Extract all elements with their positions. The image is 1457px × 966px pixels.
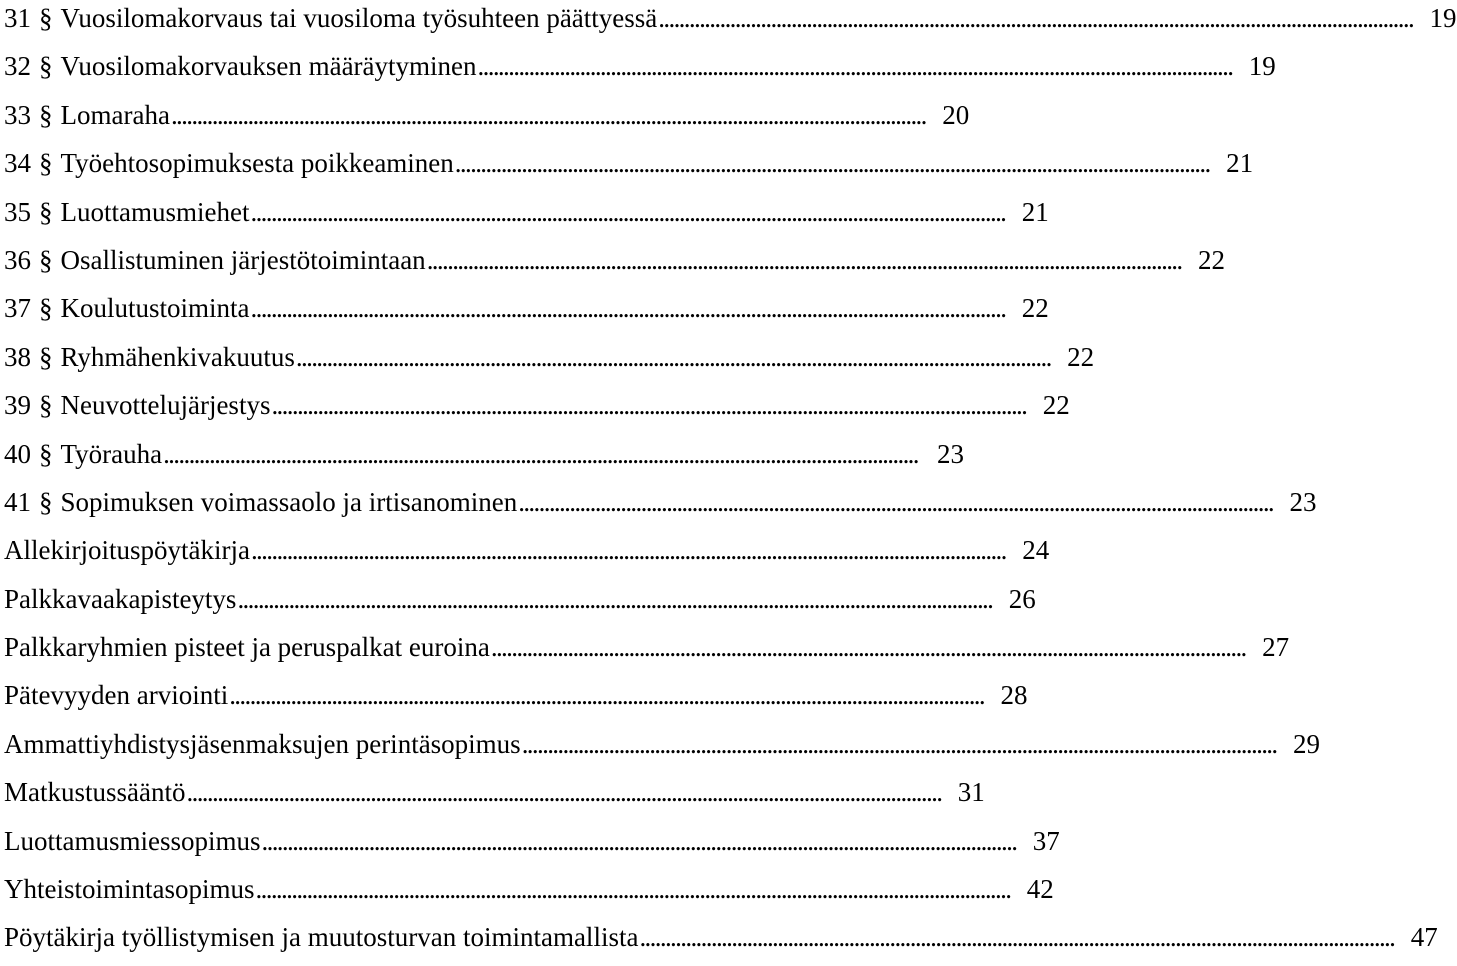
entry-title: Ammattiyhdistysjäsenmaksujen perintäsopimus [4,728,521,759]
section-number: 31 [4,3,31,33]
toc-entry[interactable] [4,821,1060,869]
dot-leader [251,288,1003,328]
dot-leader [237,579,989,619]
toc-entry[interactable] [4,530,1050,578]
toc-entry[interactable] [4,869,1054,917]
section-number: 39 [4,390,31,421]
toc-entry[interactable] [4,337,1095,385]
entry-title: Palkkaryhmien pisteet ja peruspalkat euroina [4,632,490,663]
section-sign: § [39,148,53,179]
section-sign: § [39,51,53,82]
page-number: 29 [1292,728,1320,759]
dot-leader [427,240,1179,280]
page-number: 20 [942,99,970,130]
toc-entry[interactable] [4,434,964,482]
entry-title: Koulutustoiminta [60,293,250,324]
page-number: 21 [1021,196,1049,227]
dot-leader [271,385,1023,425]
page-number: 28 [1000,680,1028,711]
section-sign: § [39,293,53,324]
toc-entry[interactable] [4,288,1049,336]
dot-leader [256,869,1008,909]
page-number: 22 [1021,293,1049,324]
dot-leader [262,821,1014,861]
page-number: 22 [1067,341,1095,372]
dot-leader [171,95,923,135]
section-sign: § [39,99,53,130]
dot-leader [251,530,1003,570]
page-number: 26 [1008,583,1036,614]
page-number: 19 [1248,51,1276,82]
section-sign: § [39,390,53,421]
entry-title: Luottamusmiessopimus [4,825,261,856]
toc-entry[interactable] [4,675,1028,723]
entry-title: Työehtosopimuksesta poikkeaminen [60,148,454,179]
dot-leader [478,46,1230,86]
page-number: 22 [1197,244,1225,275]
section-number: 41 [4,486,31,517]
toc-entry[interactable] [4,917,1438,965]
page-number: 37 [1032,825,1060,856]
toc-entry[interactable] [4,772,985,820]
entry-title: Luottamusmiehet [60,196,250,227]
entry-title: Työrauha [60,438,163,469]
section-sign: § [39,438,53,469]
toc-entry[interactable] [4,240,1225,288]
entry-title: Matkustussääntö [4,777,186,808]
dot-leader [229,675,981,715]
dot-leader [522,724,1274,764]
entry-title: Lomaraha [60,99,170,130]
dot-leader [187,772,939,812]
table-of-contents [4,0,1457,966]
section-sign: § [39,244,53,275]
page-number: 23 [1289,486,1317,517]
toc-entry[interactable] [4,0,1457,46]
dot-leader [518,482,1270,522]
entry-title: Yhteistoimintasopimus [4,874,255,905]
toc-entry[interactable] [4,46,1276,94]
section-number: 38 [4,341,31,372]
entry-title: Vuosilomakorvauksen määräytyminen [60,51,477,82]
toc-entry[interactable] [4,724,1320,772]
page-number: 19 [1429,3,1457,33]
toc-entry[interactable] [4,627,1290,675]
entry-title: Palkkavaakapisteytys [4,583,237,614]
page-number: 47 [1410,922,1438,953]
toc-entry[interactable] [4,482,1317,530]
section-sign: § [39,196,53,227]
dot-leader [455,143,1207,183]
section-number: 35 [4,196,31,227]
toc-entry[interactable] [4,385,1070,433]
entry-title: Allekirjoituspöytäkirja [4,535,250,566]
dot-leader [296,337,1048,377]
dot-leader [163,434,918,474]
toc-entry[interactable] [4,143,1254,191]
entry-title: Osallistuminen järjestötoimintaan [60,244,426,275]
entry-title: Pöytäkirja työllistymisen ja muutosturvan toimintamallista [4,922,639,953]
entry-title: Sopimuksen voimassaolo ja irtisanominen [60,486,518,517]
section-number: 33 [4,99,31,130]
section-number: 40 [4,438,31,469]
toc-entry[interactable] [4,95,970,143]
entry-title: Ryhmähenkivakuutus [60,341,295,372]
entry-title: Pätevyyden arviointi [4,680,229,711]
section-sign: § [39,486,53,517]
page-number: 24 [1022,535,1050,566]
section-number: 32 [4,51,31,82]
dot-leader [658,0,1410,38]
page-number: 23 [937,438,964,469]
page-number: 21 [1226,148,1254,179]
toc-entry[interactable] [4,192,1049,240]
section-number: 37 [4,293,31,324]
entry-title: Vuosilomakorvaus tai vuosiloma työsuhteen päättyessä [60,3,658,33]
toc-entry[interactable] [4,579,1036,627]
section-sign: § [39,341,53,372]
dot-leader [491,627,1243,667]
page-number: 42 [1026,874,1054,905]
section-number: 34 [4,148,31,179]
page-number: 22 [1042,390,1070,421]
page-number: 31 [957,777,985,808]
entry-title: Neuvottelujärjestys [60,390,271,421]
dot-leader [250,192,1002,232]
section-sign: § [39,3,53,33]
section-number: 36 [4,244,31,275]
page-number: 27 [1262,632,1290,663]
dot-leader [639,917,1391,957]
